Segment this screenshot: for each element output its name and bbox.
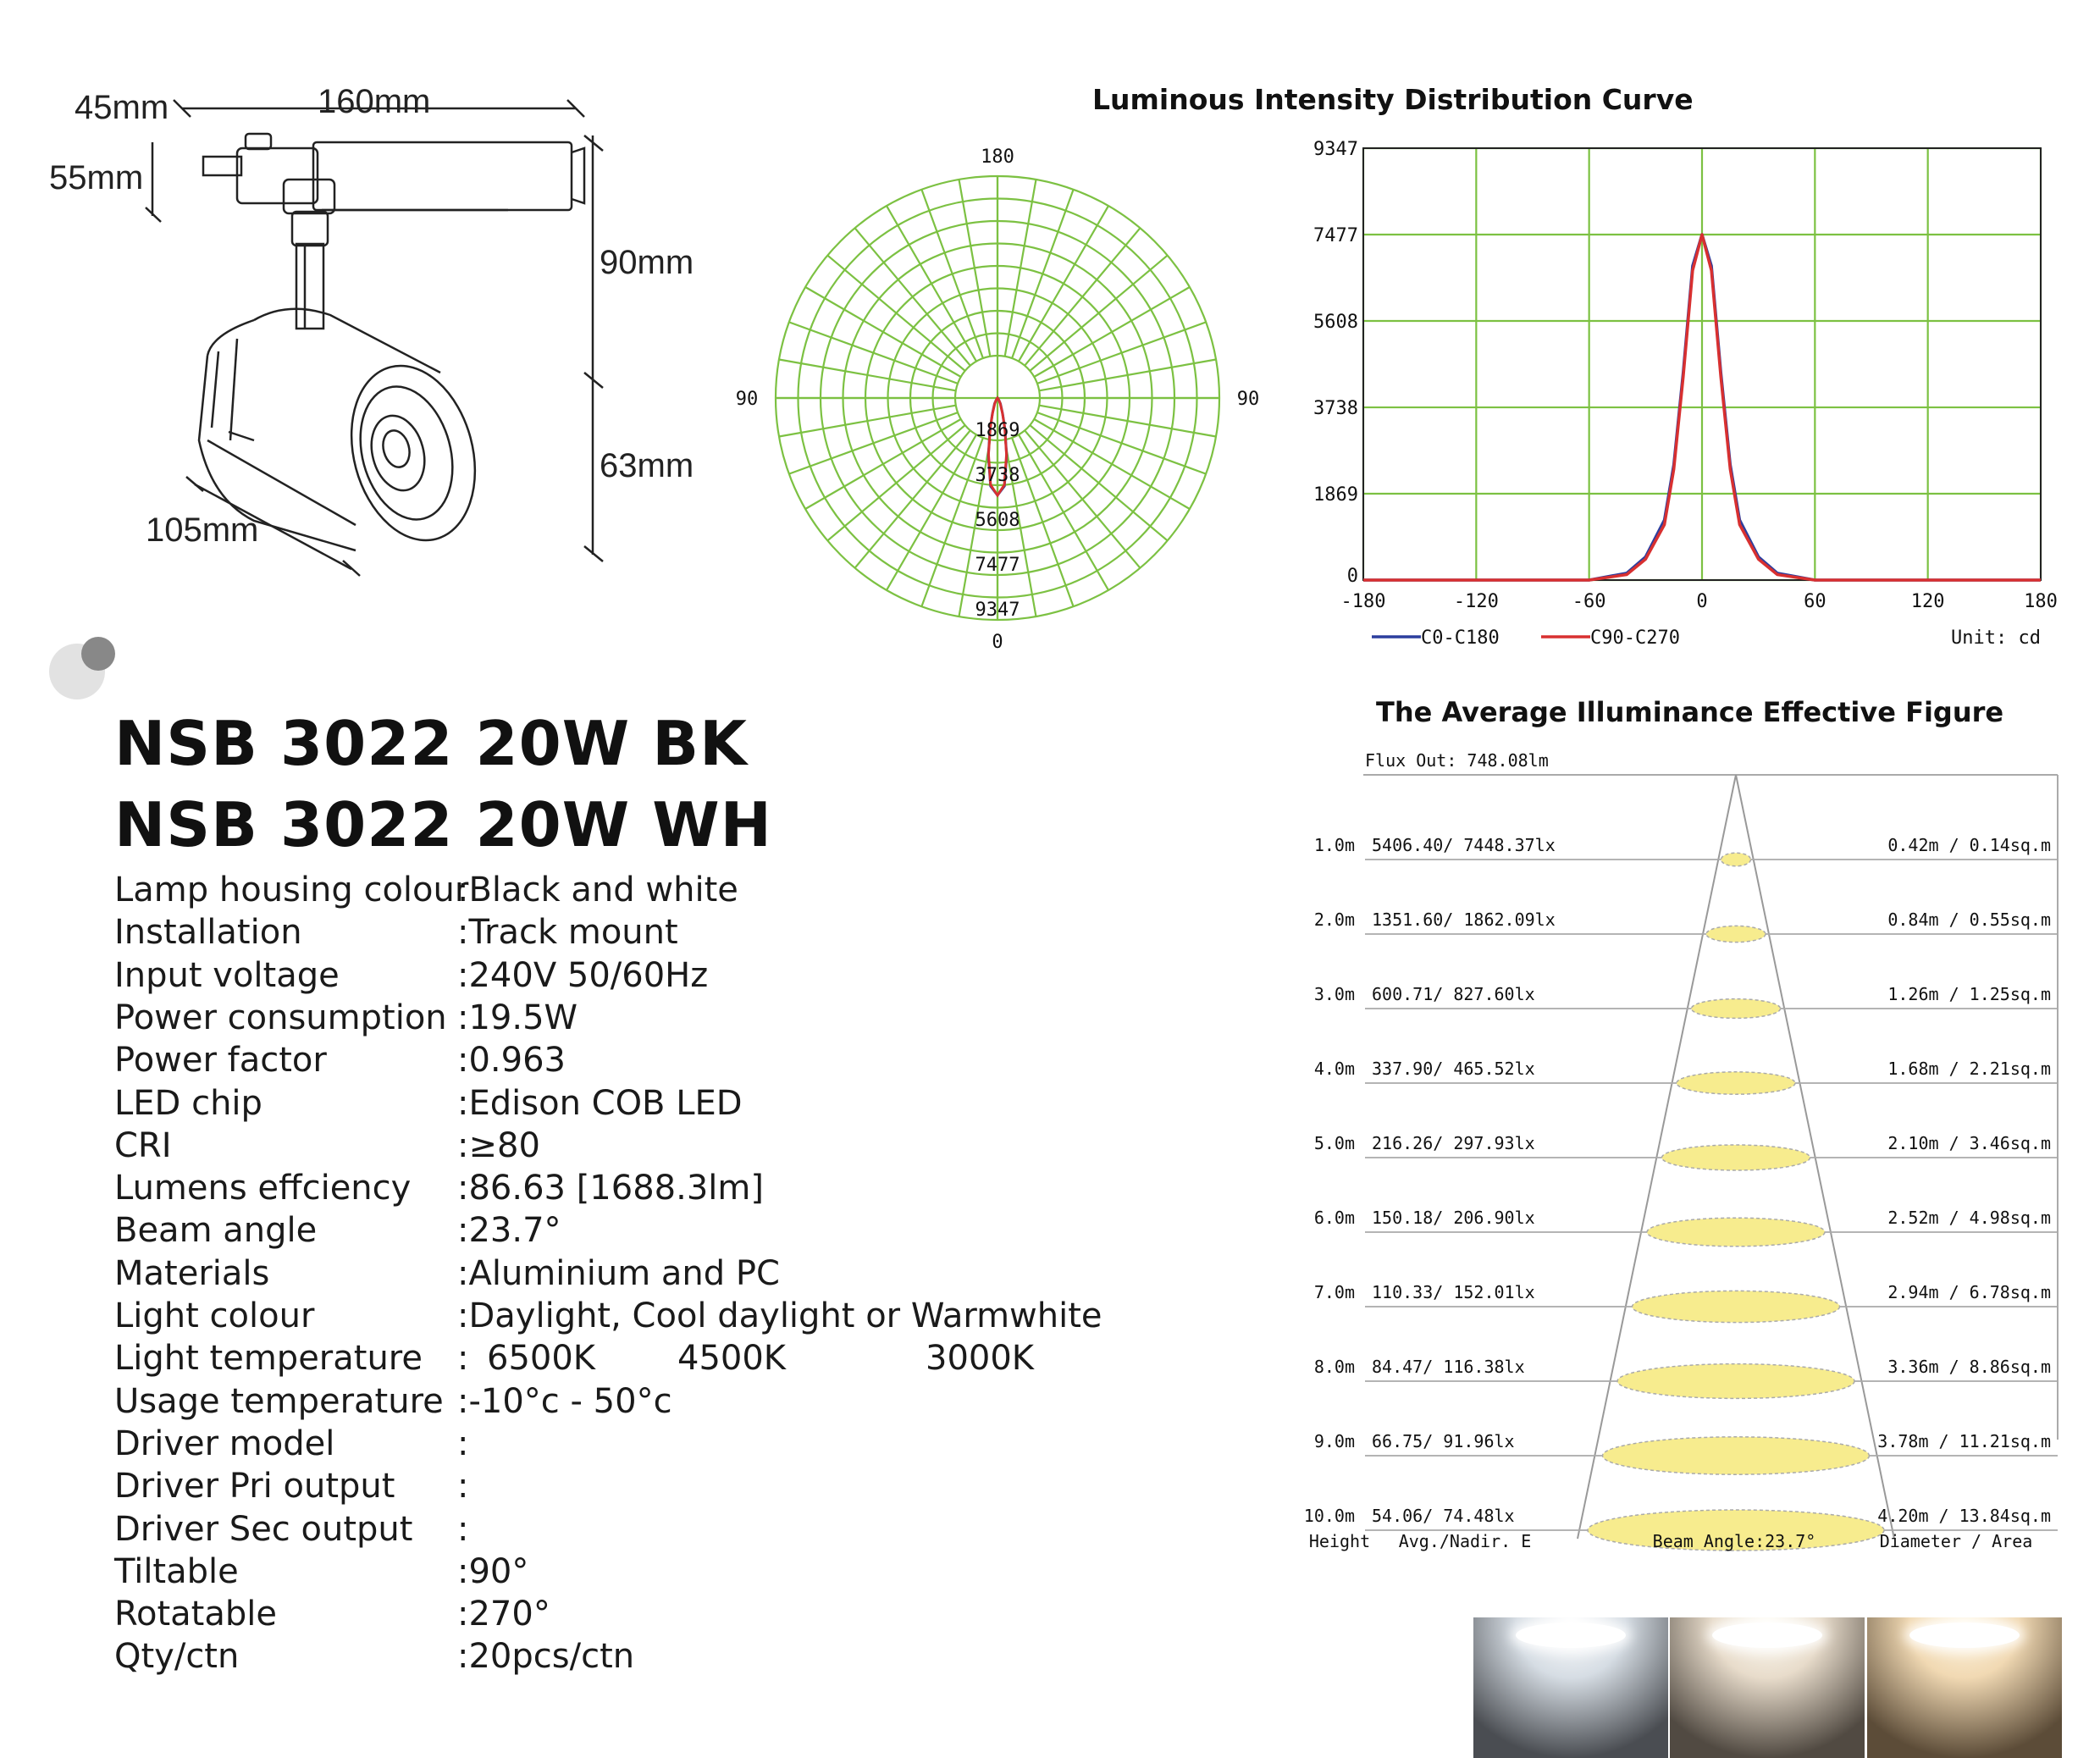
polar-spoke [1019, 434, 1108, 590]
spec-value: :20pcs/ctn [457, 1637, 635, 1677]
spec-value: :90° [457, 1551, 529, 1591]
footer-avg: Avg./Nadir. E [1398, 1531, 1532, 1551]
y-tick-label: 5608 [1313, 312, 1358, 334]
spec-label: Beam angle [114, 1211, 318, 1251]
illuminance-figure [1270, 737, 2083, 1592]
unit-label: Unit: cd [1951, 627, 2041, 649]
row-height: 9.0m [1313, 1431, 1355, 1451]
y-tick-label: 3738 [1313, 398, 1358, 420]
dim-diameter-105: 105mm [146, 511, 259, 549]
polar-label-top: 180 [981, 146, 1014, 168]
swatch-cool-daylight [1670, 1617, 1865, 1758]
spec-value: :86.63 [1688.3lm] [457, 1169, 764, 1208]
x-tick-label: -180 [1340, 591, 1386, 612]
row-diameter: 3.78m / 11.21sq.m [1877, 1431, 2051, 1451]
spec-value: : [457, 1467, 469, 1506]
row-lux: 216.26/ 297.93lx [1372, 1133, 1535, 1153]
spec-label: CRI [114, 1125, 172, 1165]
x-tick-label: 120 [1910, 591, 1945, 612]
polar-spoke [805, 287, 961, 377]
row-lux: 66.75/ 91.96lx [1372, 1431, 1515, 1451]
polar-spoke [921, 190, 983, 358]
row-height: 5.0m [1313, 1133, 1355, 1153]
row-diameter: 2.52m / 4.98sq.m [1887, 1208, 2051, 1228]
polar-spoke [1037, 322, 1206, 384]
polar-ring-label: 7477 [975, 555, 1020, 576]
spec-label: Lamp housing colour [114, 871, 469, 909]
polar-spoke [789, 322, 958, 384]
row-diameter: 2.94m / 6.78sq.m [1887, 1282, 2051, 1302]
polar-spoke [789, 412, 958, 474]
illuminance-spot [1662, 1145, 1810, 1170]
row-diameter: 0.42m / 0.14sq.m [1887, 835, 2051, 855]
spec-label: Installation [114, 913, 302, 953]
row-diameter: 1.68m / 2.21sq.m [1887, 1059, 2051, 1079]
row-diameter: 0.84m / 0.55sq.m [1887, 909, 2051, 930]
spec-value: :Black and white [457, 871, 738, 909]
footer-diameter: Diameter / Area [1879, 1531, 2033, 1551]
y-tick-label: 7477 [1313, 225, 1358, 247]
polar-spoke [921, 438, 983, 606]
illuminance-spot [1617, 1364, 1854, 1399]
spec-value: :240V 50/60Hz [457, 955, 709, 995]
polar-ring-label: 1869 [975, 420, 1020, 441]
polar-spoke [1039, 406, 1216, 437]
x-tick-label: -120 [1453, 591, 1499, 612]
row-height: 8.0m [1313, 1357, 1355, 1377]
row-height: 3.0m [1313, 984, 1355, 1004]
row-height: 7.0m [1313, 1282, 1355, 1302]
illuminance-spot [1721, 853, 1751, 866]
polar-spoke [1037, 412, 1206, 474]
polar-ring-label: 5608 [975, 510, 1020, 531]
swatch-warmwhite [1867, 1617, 2062, 1758]
spec-label: Driver Sec output [114, 1509, 413, 1549]
row-diameter: 1.26m / 1.25sq.m [1887, 984, 2051, 1004]
row-lux: 54.06/ 74.48lx [1372, 1506, 1515, 1526]
polar-label-bottom: 0 [992, 632, 1003, 653]
product-title-wh: NSB 3022 20W WH [114, 789, 772, 860]
light-temperature-value: 3000K [926, 1339, 1035, 1379]
polar-spoke [959, 180, 991, 357]
dim-height-55: 55mm [49, 159, 144, 196]
y-tick-label: 0 [1346, 566, 1358, 587]
row-lux: 1351.60/ 1862.09lx [1372, 909, 1556, 930]
row-diameter: 4.20m / 13.84sq.m [1877, 1506, 2051, 1526]
dim-height-63: 63mm [600, 447, 694, 484]
polar-spoke [887, 434, 976, 590]
row-lux: 84.47/ 116.38lx [1372, 1357, 1525, 1377]
spec-label: LED chip [114, 1083, 262, 1123]
decorative-circle-dark [81, 637, 115, 671]
line-chart-grid [1363, 148, 2041, 580]
spec-label: Rotatable [114, 1595, 277, 1634]
row-lux: 110.33/ 152.01lx [1372, 1282, 1535, 1302]
flux-out-label: Flux Out: 748.08lm [1365, 750, 1549, 771]
swatch-daylight [1473, 1617, 1668, 1758]
spec-value: :19.5W [457, 998, 578, 1037]
row-height: 10.0m [1303, 1506, 1355, 1526]
spec-label: Driver model [114, 1424, 335, 1463]
polar-spoke [1012, 190, 1074, 358]
row-lux: 5406.40/ 7448.37lx [1372, 835, 1556, 855]
polar-spoke [1034, 287, 1190, 377]
x-tick-label: -60 [1572, 591, 1606, 612]
row-height: 2.0m [1313, 909, 1355, 930]
row-height: 6.0m [1313, 1208, 1355, 1228]
x-tick-label: 180 [2024, 591, 2058, 612]
polar-ring-label: 9347 [975, 600, 1020, 621]
legend-label: C90-C270 [1590, 627, 1680, 649]
legend-label: C0-C180 [1421, 627, 1500, 649]
polar-label-right: 90 [1236, 389, 1260, 410]
x-tick-label: 60 [1804, 591, 1826, 612]
illuminance-spot [1706, 926, 1766, 942]
swatch-lamp-glow [1712, 1623, 1822, 1648]
swatch-lamp-glow [1909, 1623, 2020, 1648]
dim-length-160: 160mm [318, 83, 431, 120]
intensity-line-chart [1304, 135, 2083, 669]
polar-spoke [1039, 360, 1216, 391]
product-title-bk: NSB 3022 20W BK [114, 708, 748, 779]
row-diameter: 3.36m / 8.86sq.m [1887, 1357, 2051, 1377]
spec-label: Input voltage [114, 955, 340, 995]
spec-value: :-10°c - 50°c [457, 1381, 672, 1421]
spec-label: Driver Pri output [114, 1467, 395, 1506]
polar-spoke [779, 406, 956, 437]
polar-spoke [805, 419, 961, 509]
x-tick-label: 0 [1696, 591, 1708, 612]
row-lux: 150.18/ 206.90lx [1372, 1208, 1535, 1228]
polar-label-left: 90 [735, 389, 759, 410]
spec-label: Light colour [114, 1296, 315, 1335]
polar-spoke [779, 360, 956, 391]
illuminance-heading: The Average Illuminance Effective Figure [1376, 696, 2004, 728]
polar-heading: Luminous Intensity Distribution Curve [1092, 83, 1694, 116]
spec-label: Materials [114, 1253, 270, 1293]
spec-value: :270° [457, 1595, 550, 1634]
spec-label: Light temperature [114, 1339, 423, 1379]
dim-height-90: 90mm [600, 244, 694, 281]
spec-value: :Aluminium and PC [457, 1253, 780, 1293]
light-temperature-value: 6500K [487, 1339, 596, 1379]
spec-label: Power factor [114, 1041, 327, 1081]
polar-spoke [1005, 180, 1036, 357]
polar-ring-label: 3738 [975, 465, 1020, 486]
row-diameter: 2.10m / 3.46sq.m [1887, 1133, 2051, 1153]
spec-value: : [457, 1339, 469, 1379]
illuminance-spot [1647, 1218, 1825, 1247]
spec-label: Lumens effciency [114, 1169, 412, 1208]
row-height: 4.0m [1313, 1059, 1355, 1079]
spec-value: : [457, 1509, 469, 1549]
row-height: 1.0m [1313, 835, 1355, 855]
swatch-lamp-glow [1516, 1623, 1626, 1648]
light-temperature-value: 4500K [677, 1339, 787, 1379]
illuminance-spot [1692, 999, 1781, 1019]
polar-spoke [1012, 438, 1074, 606]
spec-label: Usage temperature [114, 1381, 444, 1421]
row-lux: 600.71/ 827.60lx [1372, 984, 1535, 1004]
footer-height: Height [1308, 1531, 1371, 1551]
polar-spoke [1034, 419, 1190, 509]
y-tick-label: 1869 [1313, 484, 1358, 506]
polar-spoke [887, 206, 976, 362]
spec-value: : [457, 1424, 469, 1463]
spec-value: :Track mount [457, 913, 678, 953]
row-lux: 337.90/ 465.52lx [1372, 1059, 1535, 1079]
spec-value: :0.963 [457, 1041, 566, 1081]
y-tick-label: 9347 [1313, 139, 1358, 160]
illuminance-spot [1633, 1291, 1840, 1322]
dim-width-45: 45mm [75, 89, 169, 126]
spec-label: Tiltable [114, 1551, 239, 1591]
spec-label: Power consumption [114, 998, 447, 1037]
spec-value: :≥80 [457, 1125, 540, 1165]
spec-value: :Daylight, Cool daylight or Warmwhite [457, 1296, 1102, 1335]
spec-value: :23.7° [457, 1211, 561, 1251]
spec-label: Qty/ctn [114, 1637, 240, 1677]
spec-value: :Edison COB LED [457, 1083, 743, 1123]
illuminance-spot [1603, 1437, 1870, 1474]
polar-intensity-chart [728, 135, 1270, 669]
footer-beam-angle: Beam Angle:23.7° [1652, 1531, 1816, 1551]
polar-spoke [1019, 206, 1108, 362]
illuminance-spot [1677, 1072, 1795, 1094]
